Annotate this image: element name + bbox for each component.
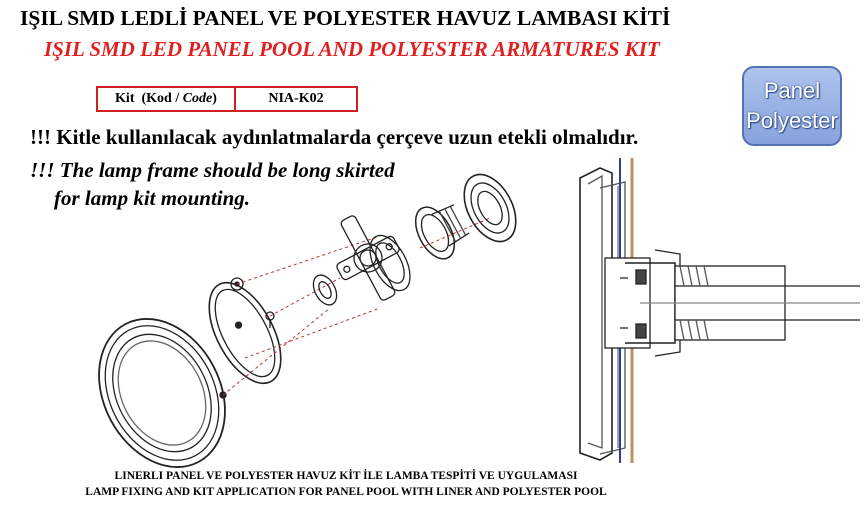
kit-code-box — [96, 86, 358, 112]
kit-code-value: NIA-K02 — [268, 91, 324, 106]
mounting-bracket — [319, 203, 418, 313]
kit-label — [98, 88, 236, 110]
badge-line-panel: Panel — [763, 78, 821, 103]
warning-english-line2: for lamp kit mounting. — [54, 186, 251, 210]
caption-turkish: LINERLI PANEL VE POLYESTER HAVUZ KİT İLE LAMBA TESPİTİ VE UYGULAMASI — [114, 470, 578, 482]
title-english: IŞIL SMD LED PANEL POOL AND POLYESTER ARMATURES KIT — [44, 37, 660, 61]
kit-label-suffix: ) — [212, 91, 217, 106]
lamp-frame-ring — [80, 297, 250, 468]
warning-english-line1: !!! The lamp frame should be long skirted — [30, 158, 395, 182]
warning-turkish: !!! Kitle kullanılacak aydınlatmalarda çerçeve uzun etekli olmalıdır. — [30, 125, 639, 149]
lamp-body-disc — [194, 271, 295, 394]
pool-wall-cross-section — [580, 158, 860, 463]
title-turkish: IŞIL SMD LEDLİ PANEL VE POLYESTER HAVUZ LAMBASI KİTİ — [20, 6, 671, 30]
screw-set — [220, 278, 274, 398]
flange-ring — [454, 166, 527, 250]
caption-english: LAMP FIXING AND KIT APPLICATION FOR PANEL POOL WITH LINER AND POLYESTER POOL — [85, 486, 607, 498]
nut-ring — [309, 271, 342, 309]
kit-label-prefix: Kit (Kod / — [115, 91, 183, 106]
badge-line-polyester: Polyester — [746, 108, 838, 133]
exploded-assembly-drawing — [80, 158, 860, 468]
panel-polyester-badge — [742, 66, 842, 146]
kit-label-italic: Code — [182, 91, 213, 106]
